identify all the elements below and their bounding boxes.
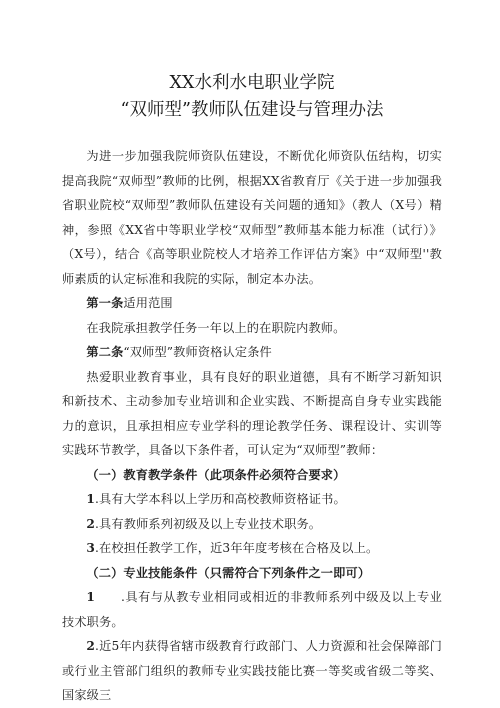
item-text: .具有教师系列初级及以上专业技术职务。	[95, 516, 322, 531]
item-number: 3	[86, 541, 96, 555]
section-2-title: （二）专业技能条件（只需符合下列条件之一即可）	[86, 565, 371, 580]
section-2-item	[62, 634, 442, 708]
article-2-heading	[62, 340, 442, 365]
document-title-line2: “双师型”教师队伍建设与管理办法	[120, 100, 384, 120]
article-1-body: 在我院承担教学任务一年以上的在职院内教师。	[86, 320, 346, 335]
article-1-label: 第一条	[86, 296, 124, 310]
item-number: 2	[86, 639, 96, 653]
article-1-title: 适用范围	[123, 296, 173, 310]
section-1-item	[62, 487, 442, 512]
section-2-item	[62, 585, 442, 634]
item-number: 2	[86, 516, 96, 531]
document-title-line1: XX水利水电职业学院	[169, 73, 335, 93]
item-text: .近5年内获得省辖市级教育行政部门、人力资源和社会保障部门或行业主管部门组织的教师专业实践技能比赛一等奖或省级二等奖、国家级三	[62, 639, 442, 702]
section-1-item	[62, 512, 442, 537]
section-1-item	[62, 536, 442, 561]
section-1-title: （一）教育教学条件（此项条件必须符合要求）	[86, 467, 346, 482]
item-text: .具有大学本科以上学历和高校教师资格证书。	[95, 492, 346, 506]
article-2-body: 热爱职业教育事业，具有良好的职业道德，具有不断学习新知识和新技术、主动参加专业培训和企业实践、不断提高自身专业实践能力的意识，且承担相应专业学科的理论教学任务、课程设计、实训等实践环节教学，具备以下条件者，可认定为“双师型”教师：	[62, 369, 442, 457]
document-body	[62, 144, 442, 708]
item-text: .在校担任教学工作，近3年年度考核在合格及以上。	[95, 541, 379, 555]
item-number: 1	[86, 492, 96, 506]
intro-paragraph: 为进一步加强我院师资队伍建设，不断优化师资队伍结构，切实提高我院“双师型”教师的比例，根据XX省教育厅《关于进一步加强我省职业院校“双师型”教师队伍建设有关问题的通知》（教人（X号）精神，参照《XX省中等职业学校“双师型”教师基本能力标准（试行）》（X号），结合《高等职业院校人才培养工作评估方案》中“双师型''教师素质的认定标准和我院的实际，制定本办法。	[62, 149, 442, 286]
section-2-heading	[62, 561, 442, 586]
article-2-title: “双师型”教师资格认定条件	[123, 345, 272, 359]
section-1-heading	[62, 463, 442, 488]
article-2-label: 第二条	[86, 345, 124, 359]
article-1-heading	[62, 291, 442, 316]
item-number: 1	[86, 590, 96, 604]
item-text: .具有与从教专业相同或相近的非教师系列中级及以上专业技术职务。	[62, 590, 442, 629]
